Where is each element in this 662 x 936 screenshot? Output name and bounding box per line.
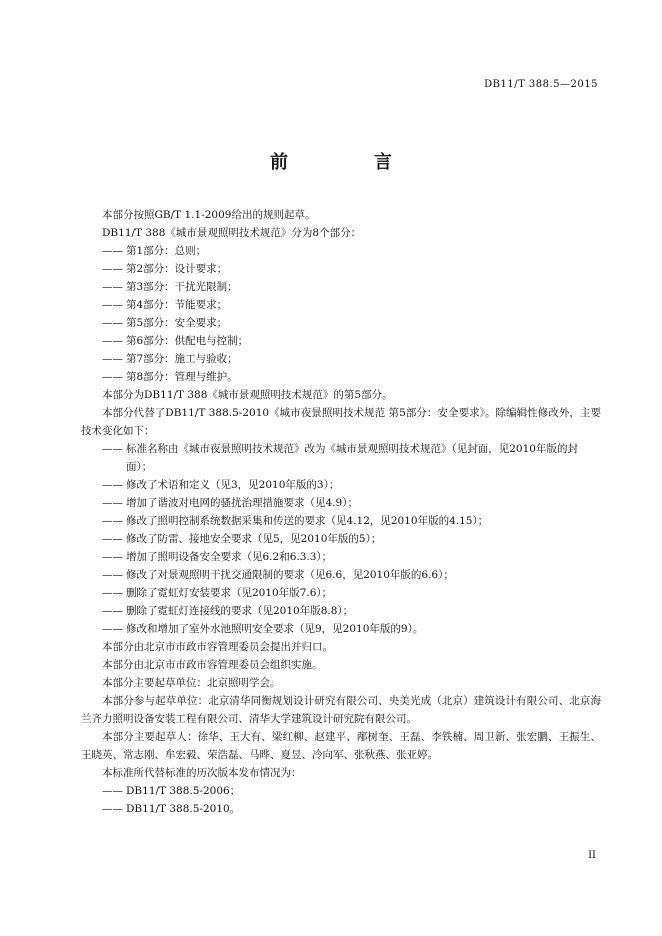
- list-item-text: 标准名称由《城市夜景照明技术规范》改为《城市景观照明技术规范》（见封面，见2010年版的封面）；: [126, 443, 578, 473]
- list-dash: ——: [102, 299, 123, 311]
- list-item: [81, 350, 601, 368]
- list-dash: ——: [102, 335, 123, 347]
- paragraph-history-intro: 本标准所代替标准的历次版本发布情况为：: [102, 767, 302, 779]
- list-item: [81, 242, 601, 260]
- history-list: [81, 782, 601, 818]
- list-item: [81, 548, 601, 566]
- page-number: II: [588, 850, 596, 861]
- list-item: [81, 332, 601, 350]
- list-item: [81, 260, 601, 278]
- list-dash: ——: [102, 587, 123, 599]
- list-item-text: 修改了术语和定义（见3，见2010年版的3）；: [126, 479, 340, 491]
- list-item: [81, 530, 601, 548]
- list-item-text: 第5部分：安全要求；: [126, 317, 228, 329]
- document-code-header: DB11/T 388.5—2015: [484, 79, 598, 90]
- paragraph-proposer: 本部分由北京市市政市容管理委员会提出并归口。: [102, 641, 333, 653]
- list-item-text: 增加了谐波对电网的骚扰治理措施要求（见4.9）；: [126, 497, 358, 509]
- list-item-text: 修改了照明控制系统数据采集和传送的要求（见4.12，见2010年版的4.15）；: [126, 515, 489, 527]
- list-item-text: 删除了霓虹灯安装要求（见2010年版7.6）；: [126, 587, 333, 599]
- list-dash: ——: [102, 605, 123, 617]
- list-dash: ——: [102, 245, 123, 257]
- list-item-text: 第1部分：总则；: [126, 245, 207, 257]
- list-dash: ——: [102, 803, 123, 815]
- list-item: [81, 566, 601, 584]
- list-dash: ——: [102, 551, 123, 563]
- list-item: [81, 368, 601, 386]
- list-item-text: 删除了霓虹灯连接线的要求（见2010年版8.8）；: [126, 605, 354, 617]
- list-dash: ——: [102, 515, 123, 527]
- paragraph-implementer: 本部分由北京市市政市容管理委员会组织实施。: [102, 659, 323, 671]
- list-item: [81, 296, 601, 314]
- paragraph-replacement: 本部分代替了DB11/T 388.5-2010《城市夜景照明技术规范 第5部分：安全要求》。除编辑性修改外，主要技术变化如下：: [81, 407, 601, 437]
- list-dash: ——: [102, 281, 123, 293]
- list-dash: ——: [102, 443, 123, 455]
- paragraph-drafters: 本部分主要起草人：徐华、王大有、梁红柳、赵建平、邴树奎、王磊、李铁楠、周卫新、张宏鹏、王振生、王晓英、常志刚、牟宏毅、荣浩磊、马晔、夏昱、冷向军、张秋燕、张亚婷。: [81, 731, 601, 761]
- list-item: [81, 782, 601, 800]
- list-dash: ——: [102, 263, 123, 275]
- list-item-text: 第4部分：节能要求；: [126, 299, 228, 311]
- list-item: [81, 512, 601, 530]
- paragraph-part-number: 本部分为DB11/T 388《城市景观照明技术规范》的第5部分。: [102, 389, 393, 401]
- list-item-text: DB11/T 388.5-2006；: [126, 785, 241, 797]
- list-item-text: 第3部分：干扰光限制；: [126, 281, 238, 293]
- list-item: [81, 620, 601, 638]
- paragraph-drafting-rules: 本部分按照GB/T 1.1-2009给出的规则起草。: [102, 209, 316, 221]
- list-dash: ——: [102, 479, 123, 491]
- parts-list: [81, 242, 601, 386]
- paragraph-main-drafter-unit: 本部分主要起草单位：北京照明学会。: [102, 677, 281, 689]
- list-item-text: 修改了防雷、接地安全要求（见5，见2010年版的5）；: [126, 533, 382, 545]
- list-dash: ——: [102, 623, 123, 635]
- list-item-text: 第2部分：设计要求；: [126, 263, 228, 275]
- list-item-text: DB11/T 388.5-2010。: [126, 803, 241, 815]
- list-item-text: 增加了照明设备安全要求（见6.2和6.3.3）；: [126, 551, 333, 563]
- list-item-text: 修改了对景观照明干扰交通限制的要求（见6.6，见2010年版的6.6）；: [126, 569, 454, 581]
- list-item-text: 第8部分：管理与维护。: [126, 371, 238, 383]
- list-dash: ——: [102, 569, 123, 581]
- list-item-text: 第7部分：施工与验收；: [126, 353, 238, 365]
- list-dash: ——: [102, 317, 123, 329]
- list-item-text: 第6部分：供配电与控制；: [126, 335, 249, 347]
- list-item-text: 修改和增加了室外水池照明安全要求（见9，见2010年版的9）。: [126, 623, 424, 635]
- list-item: [81, 314, 601, 332]
- list-item: [81, 476, 601, 494]
- list-item: [81, 494, 601, 512]
- changes-list: [81, 440, 601, 638]
- page-title: 前 言: [270, 152, 426, 173]
- foreword-body: [81, 206, 601, 818]
- list-dash: ——: [102, 533, 123, 545]
- list-dash: ——: [102, 353, 123, 365]
- list-item: [81, 602, 601, 620]
- paragraph-participating-units: 本部分参与起草单位：北京清华同衡规划设计研究有限公司、央美光成（北京）建筑设计有限公司、北京海兰齐力照明设备安装工程有限公司、清华大学建筑设计研究院有限公司。: [81, 695, 601, 725]
- list-dash: ——: [102, 371, 123, 383]
- list-dash: ——: [102, 785, 123, 797]
- list-item: [81, 584, 601, 602]
- paragraph-parts-intro: DB11/T 388《城市景观照明技术规范》分为8个部分：: [102, 227, 362, 239]
- list-dash: ——: [102, 497, 123, 509]
- list-item: [81, 278, 601, 296]
- list-item: [81, 800, 601, 818]
- list-item: [81, 440, 601, 476]
